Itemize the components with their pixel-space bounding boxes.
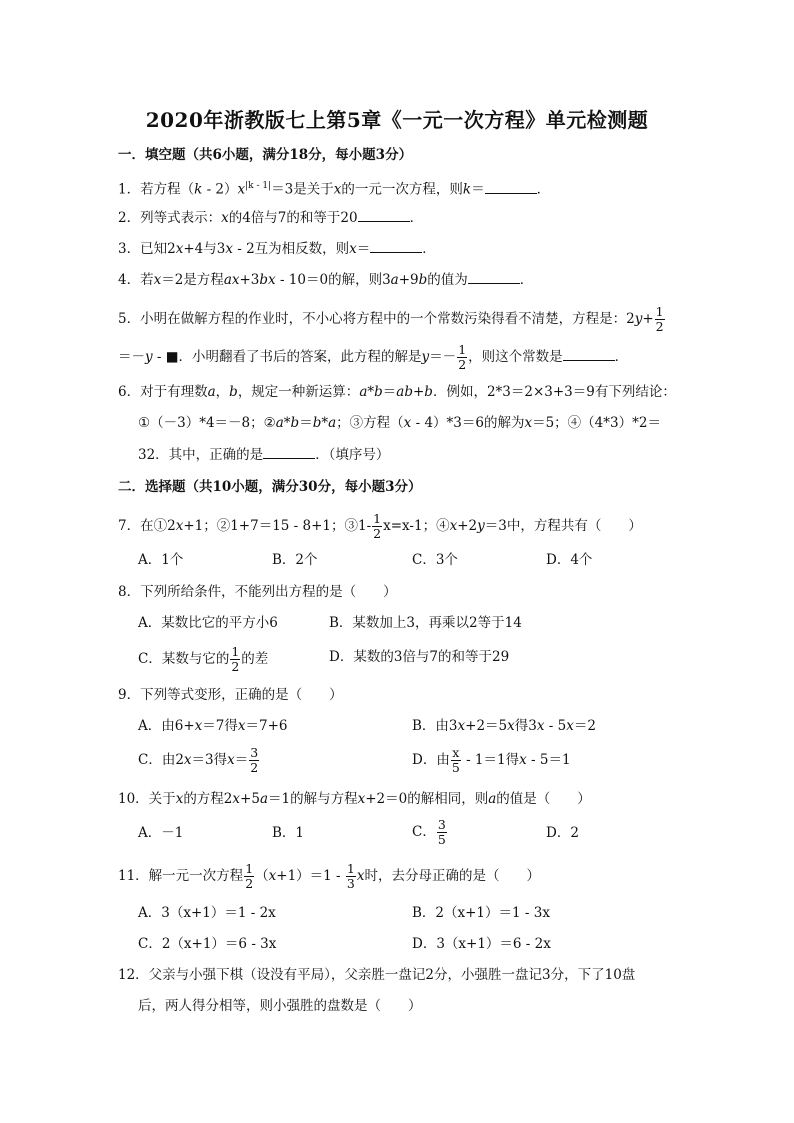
option-a: A．1个 bbox=[138, 552, 184, 568]
question-2: 2．列等式表示：x的4倍与7的和等于20 ． bbox=[118, 210, 424, 226]
option-b: B．1 bbox=[272, 825, 305, 841]
question-6-line-1: 6．对于有理数a，b，规定一种新运算：a*b＝ab+b．例如，2*3＝2×3+3＝9有下列结论： bbox=[118, 384, 676, 400]
question-9: 9．下列等式变形，正确的是（ ） bbox=[118, 687, 343, 703]
question-12-line-2: 后，两人得分相等，则小强胜的盘数是（ ） bbox=[138, 998, 422, 1014]
question-5-line-2: ＝－y - ■．小明翻看了书后的答案，此方程的解是y＝－ $\frac{1}{2}$ ，则这个常数是 ． bbox=[118, 342, 629, 372]
fraction: $\frac{x}{5}$ bbox=[451, 745, 460, 775]
question-5-line-1: 5．小明在做解方程的作业时，不小心将方程中的一个常数污染得看不清楚，方程是：2y+ $\frac{1}{2}$ bbox=[118, 304, 664, 334]
section-fill-in: 一．填空题（共6小题，满分18分，每小题3分） bbox=[118, 147, 413, 163]
question-6-line-3: 32．其中，正确的是 ．（填序号） bbox=[138, 447, 390, 463]
option-c: C．3个 bbox=[412, 552, 458, 568]
answer-blank bbox=[563, 348, 615, 361]
fraction: $\frac{1}{2}$ bbox=[458, 342, 467, 372]
fraction: $\frac{1}{2}$ bbox=[373, 511, 382, 541]
option-b: B．由3x+2＝5x得3x - 5x＝2 bbox=[412, 718, 596, 734]
option-d: D．某数的3倍与7的和等于29 bbox=[329, 649, 510, 665]
option-b: B．2（x+1）＝1 - 3x bbox=[412, 905, 550, 921]
option-d: D．4个 bbox=[546, 552, 593, 568]
option-c: C． $\frac{3}{5}$ bbox=[412, 817, 446, 847]
section-multiple-choice: 二．选择题（共10小题，满分30分，每小题3分） bbox=[118, 479, 422, 495]
page-title: 2020年浙教版七上第5章《一元一次方程》单元检测题 bbox=[145, 108, 649, 132]
question-6-line-2: ①（－3）*4＝－8；②a*b＝b*a；③方程（x - 4）*3＝6的解为x＝5；④（4*3）*2＝ bbox=[138, 415, 661, 431]
question-3: 3．已知2x+4与3x - 2互为相反数，则x＝ ． bbox=[118, 241, 436, 257]
option-b: B．2个 bbox=[272, 552, 318, 568]
fraction: $\frac{1}{2}$ bbox=[655, 304, 664, 334]
fraction: $\frac{1}{3}$ bbox=[346, 861, 355, 891]
option-a: A．－1 bbox=[138, 825, 184, 841]
answer-blank bbox=[263, 446, 315, 459]
option-c: C．2（x+1）＝6 - 3x bbox=[138, 936, 277, 952]
option-c: C．某数与它的 $\frac{1}{2}$ 的差 bbox=[138, 644, 269, 674]
question-4: 4．若x＝2是方程ax+3bx - 10＝0的解，则3a+9b的值为 ． bbox=[118, 272, 534, 288]
option-a: A．某数比它的平方小6 bbox=[138, 615, 278, 631]
option-a: A．3（x+1）＝1 - 2x bbox=[138, 905, 276, 921]
fraction: $\frac{3}{2}$ bbox=[250, 745, 259, 775]
fraction: $\frac{1}{2}$ bbox=[245, 861, 254, 891]
fraction: $\frac{3}{5}$ bbox=[437, 817, 446, 847]
answer-blank bbox=[370, 240, 422, 253]
option-c: C．由2x＝3得x＝ $\frac{3}{2}$ bbox=[138, 745, 259, 775]
fraction: $\frac{1}{2}$ bbox=[231, 644, 240, 674]
question-8: 8．下列所给条件，不能列出方程的是（ ） bbox=[118, 584, 397, 600]
question-12-line-1: 12．父亲与小强下棋（设没有平局），父亲胜一盘记2分，小强胜一盘记3分，下了10盘 bbox=[118, 967, 636, 983]
question-11: 11．解一元一次方程 $\frac{1}{2}$ （x+1）＝1 - $\frac{1}{3}$ x时，去分母正确的是（ ） bbox=[118, 861, 540, 891]
option-b: B．某数加上3，再乘以2等于14 bbox=[329, 615, 522, 631]
option-a: A．由6+x＝7得x＝7+6 bbox=[138, 718, 288, 734]
option-d: D．3（x+1）＝6 - 2x bbox=[412, 936, 551, 952]
option-d: D．由 $\frac{x}{5}$ - 1＝1得x - 5＝1 bbox=[412, 745, 571, 775]
answer-blank bbox=[485, 181, 537, 194]
question-7: 7．在①2x+1；②1+7＝15 - 8+1；③1- $\frac{1}{2}$ x=x-1；④x+2y＝3中，方程共有（ ） bbox=[118, 511, 642, 541]
answer-blank bbox=[468, 271, 520, 284]
question-10: 10．关于x的方程2x+5a＝1的解与方程x+2＝0的解相同，则a的值是（ ） bbox=[118, 791, 591, 807]
question-1: 1．若方程$(k - 2)x^{|k - 1|}=3$是关于x的一元一次方程，则k＝ ． bbox=[118, 181, 551, 198]
option-d: D．2 bbox=[546, 825, 579, 841]
answer-blank bbox=[358, 209, 410, 222]
